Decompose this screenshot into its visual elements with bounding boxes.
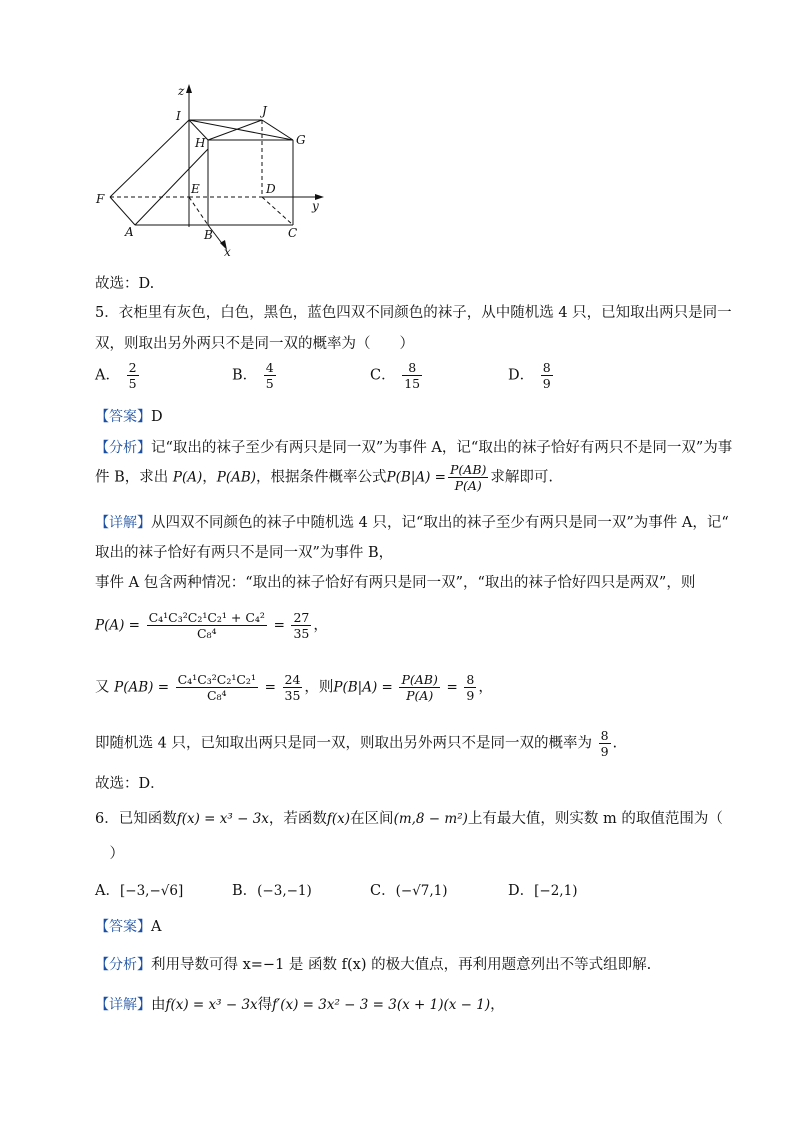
answer-value: A [151,919,162,935]
q5-answer [95,406,163,426]
detail-text: 由 [151,997,166,1013]
q6-text: 在区间 [350,811,394,827]
q5-conclusion [95,728,617,759]
q5-analysis-line1 [95,436,732,457]
label-F: F [96,192,105,206]
label-C: C [288,226,298,240]
label-J: J [262,104,267,118]
eq-mid: ，则 [304,679,334,696]
option-den: 5 [128,376,137,391]
analysis-text: 利用导数可得 x=−1 是 函数 f(x) 的极大值点，再利用题意列出不等式组即解. [151,957,652,973]
eq-num: 8 [466,672,475,687]
q6-option-d [508,879,577,900]
label-z: z [178,84,185,98]
label-y: y [312,199,319,213]
eq-sign: = [264,679,276,696]
eq-den: 35 [293,626,310,641]
eq-sign: = [273,617,285,634]
eq-den: 35 [284,688,301,703]
analysis-text: 件 B，求出 [95,469,169,486]
label-B: B [204,228,213,242]
q6-line1 [95,807,723,828]
option-num: 4 [265,360,274,375]
q6-text: 上有最大值，则实数 m 的取值范围为（ [467,811,723,827]
formula-den: P(A) [454,478,482,493]
option-letter: D． [508,883,535,899]
analysis-tag: 【分析】 [95,957,151,973]
eq-den: 9 [466,688,475,703]
analysis-text: 记“取出的袜子至少有两只是同一双”为事件 A，记“取出的袜子恰好有两只不是同一双”为事 [151,440,733,456]
formula-num: P(AB) [450,462,487,477]
option-den: 15 [404,376,421,391]
eq-tail: ， [478,679,493,696]
eq-lhs: P(B|A) = [333,679,393,696]
option-text: [−2,1) [534,883,578,899]
label-H: H [195,136,206,150]
formula-f: f(x) = x³ − 3x [165,997,258,1013]
answer-value: D [151,409,163,425]
q5-final: 故选：D． [95,776,165,792]
eq-num: C₄¹C₃²C₂¹C₂¹ [177,672,256,687]
detail-text: ， [490,997,505,1013]
formula-fprime: f′(x) = 3x² − 3 = 3(x + 1)(x − 1) [272,997,491,1013]
detail-tag: 【详解】 [95,997,151,1013]
option-num: 8 [542,360,551,375]
q5-eq2 [95,672,493,703]
option-letter: A． [95,367,120,384]
q6-detail [95,993,505,1014]
q5-option-d [508,360,555,391]
q6-line2: ） [95,846,124,862]
q5-eq1 [95,610,328,641]
formula-fx: f(x) = x³ − 3x [176,811,269,827]
label-E: E [191,182,200,196]
option-num: 8 [402,360,422,376]
q5-detail-line3: 事件 A 包含两种情况：“取出的袜子恰好有两只是同一双”，“取出的袜子恰好四只是两双”，则 [95,575,696,591]
option-den: 5 [265,376,274,391]
eq-sign: = [446,679,458,696]
label-I: I [176,109,181,123]
answer-tag: 【答案】 [95,919,151,935]
formula-interval: (m,8 − m²) [393,811,468,827]
q6-option-c [370,879,448,900]
conclusion-text: 即随机选 4 只，已知取出两只是同一双，则取出另外两只不是同一双的概率为 [95,735,592,752]
formula-pab: P(AB) [216,469,257,486]
label-D: D [266,182,276,196]
eq-den: 9 [600,744,609,759]
q5-detail-line1 [95,511,729,532]
eq-pre: 又 [95,679,110,696]
analysis-tag: 【分析】 [95,440,151,456]
q6-analysis [95,953,651,974]
formula-pa: P(A) [172,469,203,486]
eq-lhs: P(AB) = [114,679,169,696]
label-x: x [224,245,231,259]
eq-num: C₄¹C₃²C₂¹C₂¹ + C₄² [148,610,265,625]
eq-lhs: P(A) = [95,617,140,634]
option-letter: C． [370,883,396,899]
detail-text: 从四双不同颜色的袜子中随机选 4 只，记“取出的袜子至少有两只是同一双”为事件 A，记“ [151,515,729,531]
eq-num: P(AB) [401,672,438,687]
option-text: [−3,−√6] [119,883,184,899]
option-letter: B． [232,883,258,899]
eq-tail: . [612,735,618,752]
option-text: (−3,−1) [257,883,312,899]
label-A: A [125,225,134,239]
option-num: 2 [128,360,137,375]
eq-tail: ， [313,617,328,634]
answer-tag: 【答案】 [95,409,151,425]
formula-fx: f(x) [326,811,351,827]
formula-lhs: P(B|A) = [386,469,446,486]
eq-den: P(A) [406,688,434,703]
option-letter: B． [232,367,258,384]
option-den: 9 [542,376,551,391]
q5-detail-line2: 取出的袜子恰好有两只不是同一双”为事件 B， [95,545,394,561]
eq-num: 8 [600,728,609,743]
q5-line1: 5．衣柜里有灰色，白色，黑色，蓝色四双不同颜色的袜子，从中随机选 4 只，已知取出两只是同一 [95,305,732,321]
option-letter: A． [95,883,120,899]
separator: ， [202,469,217,486]
q6-answer [95,916,161,936]
option-text: (−√7,1) [395,883,448,899]
q5-option-a [95,360,141,391]
option-letter: C． [370,367,396,384]
analysis-text: ，根据条件概率公式 [256,469,387,486]
q5-line2: 双，则取出另外两只不是同一双的概率为（ ） [95,336,414,352]
q5-option-c [370,360,424,391]
q6-option-b [232,879,312,900]
q5-analysis-line2 [95,462,553,493]
answer4-line: 故选：D. [95,276,155,292]
q5-option-b [232,360,278,391]
label-G: G [296,133,306,147]
option-letter: D． [508,367,535,384]
q6-text: ，若函数 [268,811,327,827]
detail-text: 得 [257,997,273,1013]
eq-num: 24 [284,672,301,687]
analysis-text: 求解即可. [490,469,553,486]
q6-option-a [95,879,183,900]
eq-den: C₈⁴ [196,626,217,641]
geometry-figure [90,82,330,260]
detail-tag: 【详解】 [95,515,151,531]
q6-text: 6．已知函数 [95,811,177,827]
eq-num: 27 [293,610,310,625]
eq-den: C₈⁴ [206,688,227,703]
